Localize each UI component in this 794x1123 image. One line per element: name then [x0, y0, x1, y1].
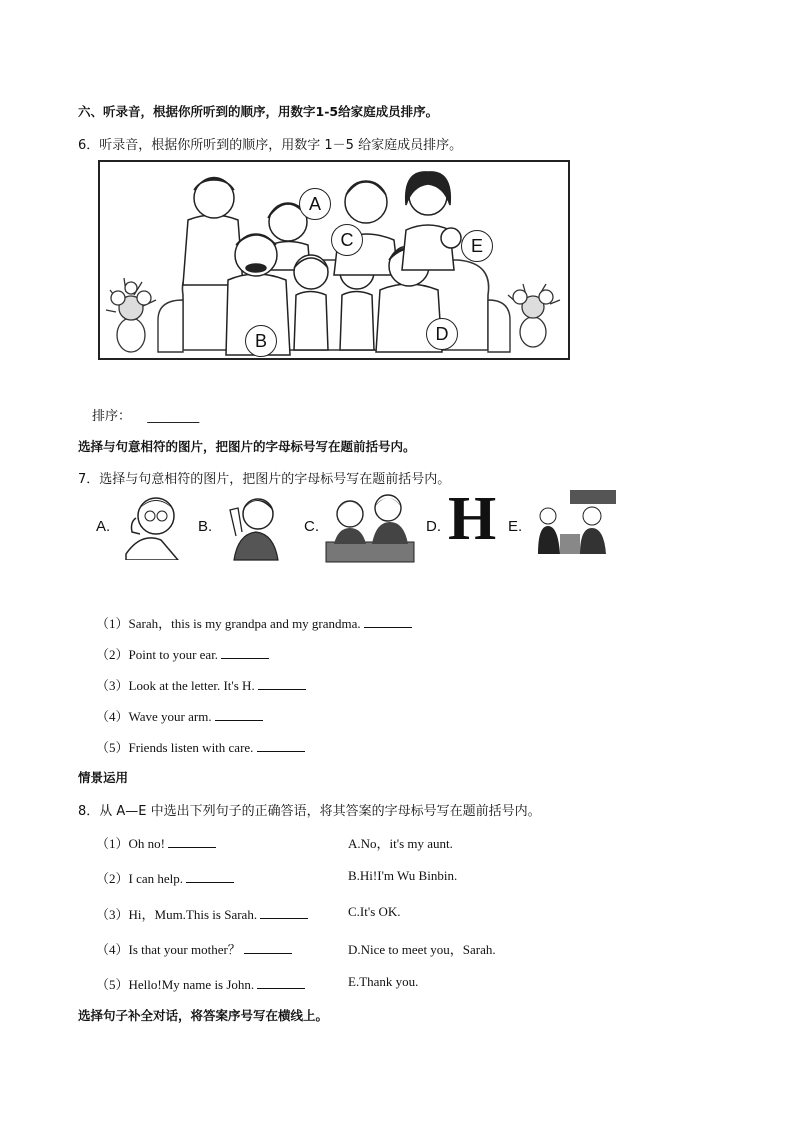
- option-d-label: D.: [426, 518, 441, 535]
- item-number: （4）: [96, 709, 129, 724]
- option-b-picture: [226, 492, 286, 562]
- q7-item-2: [96, 644, 269, 663]
- item-number: （5）: [96, 740, 129, 755]
- item-text: Oh no!: [128, 836, 165, 851]
- item-text: Friends listen with care.: [128, 740, 254, 755]
- q8-answer-e: E.Thank you.: [348, 974, 419, 989]
- label-b: B: [245, 325, 277, 357]
- q8-answer-c: C.It's OK.: [348, 904, 401, 919]
- question-8: 8．从 A—E 中选出下列句子的正确答语，将其答案的字母标号写在题前括号内。: [78, 804, 541, 819]
- question-6: 6．听录音，根据你所听到的顺序，用数字 1－5 给家庭成员排序。: [78, 138, 463, 153]
- option-a-picture: [116, 492, 186, 560]
- item-number: （3）: [96, 678, 129, 693]
- answer-blank[interactable]: [215, 708, 263, 721]
- q8-answer-a: A.No，it's my aunt.: [348, 836, 453, 851]
- option-e-label: E.: [508, 518, 523, 535]
- answer-blank[interactable]: [186, 870, 234, 883]
- q8-item-3: [96, 904, 308, 923]
- question-7: 7．选择与句意相符的图片，把图片的字母标号写在题前括号内。: [78, 472, 451, 487]
- item-number: （2）: [96, 871, 129, 886]
- q8-item-4: [96, 939, 292, 958]
- q8-item-2: [96, 868, 234, 887]
- answer-line-6: [92, 405, 199, 424]
- q7-item-1: [96, 613, 412, 632]
- section6-header: 六、听录音，根据你所听到的顺序，用数字1-5给家庭成员排序。: [78, 104, 439, 119]
- item-number: （1）: [96, 836, 129, 851]
- answer-blank[interactable]: ________: [147, 409, 200, 424]
- q7-item-3: [96, 675, 306, 694]
- answer-label: 排序：: [92, 409, 132, 424]
- section9-header: 选择句子补全对话，将答案序号写在横线上。: [78, 1008, 329, 1023]
- item-text: Point to your ear.: [128, 647, 219, 662]
- label-c: C: [331, 224, 363, 256]
- item-text: Hello!My name is John.: [128, 977, 255, 992]
- item-text: Hi，Mum.This is Sarah.: [128, 907, 258, 922]
- q8-item-1: [96, 833, 216, 852]
- picture-options: [96, 485, 626, 570]
- answer-blank[interactable]: [221, 646, 269, 659]
- item-text: Look at the letter. It's H.: [128, 678, 255, 693]
- answer-blank[interactable]: [258, 677, 306, 690]
- option-c-picture: [324, 490, 416, 564]
- item-number: （1）: [96, 616, 129, 631]
- item-text: Wave your arm.: [128, 709, 212, 724]
- section8-header: 情景运用: [78, 770, 129, 785]
- label-e: E: [461, 230, 493, 262]
- item-number: （5）: [96, 977, 129, 992]
- family-illustration: [98, 160, 570, 360]
- item-number: （3）: [96, 907, 129, 922]
- option-a-label: A.: [96, 518, 111, 535]
- label-a: A: [299, 188, 331, 220]
- option-e-picture: [530, 490, 620, 556]
- item-text: I can help.: [128, 871, 184, 886]
- answer-blank[interactable]: [257, 976, 305, 989]
- section7-header: 选择与句意相符的图片，把图片的字母标号写在题前括号内。: [78, 439, 416, 454]
- item-number: （2）: [96, 647, 129, 662]
- answer-blank[interactable]: [257, 739, 305, 752]
- option-d-letter: H: [448, 485, 497, 553]
- q7-item-5: [96, 737, 305, 756]
- q8-answer-d: D.Nice to meet you，Sarah.: [348, 942, 496, 957]
- item-text: Sarah，this is my grandpa and my grandma.: [128, 616, 361, 631]
- answer-blank[interactable]: [364, 615, 412, 628]
- answer-blank[interactable]: [260, 906, 308, 919]
- option-c-label: C.: [304, 518, 319, 535]
- q7-item-4: [96, 706, 263, 725]
- answer-blank[interactable]: [244, 941, 292, 954]
- option-b-label: B.: [198, 518, 213, 535]
- item-number: （4）: [96, 942, 129, 957]
- family-picture: [98, 160, 570, 360]
- q8-answer-b: B.Hi!I'm Wu Binbin.: [348, 868, 458, 883]
- q8-item-5: [96, 974, 305, 993]
- label-d: D: [426, 318, 458, 350]
- item-text: Is that your mother？: [128, 942, 241, 957]
- answer-blank[interactable]: [168, 835, 216, 848]
